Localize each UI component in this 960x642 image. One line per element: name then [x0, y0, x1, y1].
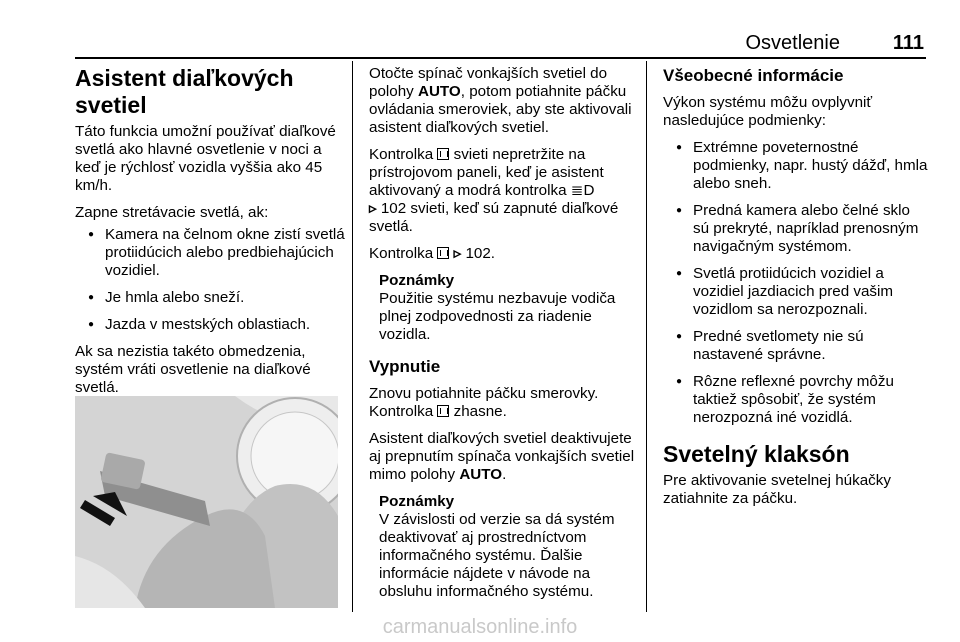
text-span: .: [502, 466, 507, 483]
page-reference-arrow-icon: ▹: [369, 200, 381, 217]
auto-label: AUTO: [459, 466, 503, 483]
list-item: ● Rôzne reflexné povrchy môžu taktiež spôsobiť, že systém nerozpozná iné vozidlá.: [663, 373, 928, 427]
high-beam-assist-icon: [437, 405, 449, 417]
note-box: [379, 493, 639, 601]
deactivation-paragraph: [369, 385, 639, 421]
subheading-deactivation: Vypnutie: [369, 357, 441, 376]
note-box: [379, 272, 639, 344]
general-intro: Výkon systému môžu ovplyvniť nasledujúce podmienky:: [663, 94, 873, 129]
flash-paragraph: Pre aktivovanie svetelnej húkačky zatiahnite za páčku.: [663, 472, 891, 507]
high-beam-assist-icon: [437, 148, 449, 160]
list-item: ● Kamera na čelnom okne zistí svetlá protiidúcich alebo predbiehajúcich vozidiel.: [75, 226, 345, 280]
section-heading: Asistent diaľkových svetiel: [75, 65, 294, 118]
text-span: svieti nepretržite na prístrojovom paneli, keď je asistent aktivovaný a modrá kontrolka: [369, 146, 604, 199]
list-item: ● Predné svetlomety nie sú nastavené správne.: [663, 328, 928, 364]
text-span: 102.: [465, 245, 496, 262]
column-2: [369, 65, 639, 610]
text-span: Asistent diaľkových svetiel deaktivujete aj prepnutím spínača vonkajších svetiel mimo polohy: [369, 430, 635, 483]
auto-label: AUTO: [417, 83, 461, 100]
list-item: ● Svetlá protiidúcich vozidiel a vozidiel jazdiacich pred vašim vozidlom sa nerozpoznali.: [663, 265, 928, 319]
note-text: V závislosti od verzie sa dá systém deaktivovať aj prostredníctvom informačného systému. Ďalšie informácie nájdete v návode na obsluhu informačného systému.: [379, 511, 615, 600]
text-span: Kontrolka: [369, 146, 438, 163]
indicator-reference-paragraph: [369, 245, 639, 263]
column-3: [663, 65, 928, 517]
conditions-list: [75, 226, 345, 334]
list-item: ● Predná kamera alebo čelné sklo sú prekryté, napríklad prenosným navigačným systémom.: [663, 202, 928, 256]
text-span: 102 svieti, keď sú zapnuté diaľkové svetlá.: [369, 200, 619, 235]
conditions-list: [663, 139, 928, 427]
subheading-general-info: Všeobecné informácie: [663, 66, 844, 85]
text-span: Znovu potiahnite páčku smerovky. Kontrolka: [369, 385, 599, 420]
text-span: zhasne.: [449, 403, 507, 420]
note-text: Použitie systému nezbavuje vodiča plnej zodpovednosti za riadenie vozidla.: [379, 290, 616, 343]
page-number: 111: [892, 32, 924, 54]
lever-illustration: [75, 396, 338, 608]
footer-watermark: carmanualsonline.info: [382, 616, 578, 638]
indicator-paragraph: [369, 146, 639, 236]
after-paragraph: Ak sa nezistia takéto obmedzenia, systém vráti osvetlenie na diaľkové svetlá.: [75, 343, 311, 396]
list-item: ● Je hmla alebo sneží.: [75, 289, 345, 307]
section-heading-flash: Svetelný klaksón: [663, 441, 850, 467]
deactivation-switch-paragraph: [369, 430, 639, 484]
column-divider: [352, 61, 353, 612]
section-title: Osvetlenie: [745, 32, 840, 54]
page-reference-arrow-icon: ▹: [453, 245, 466, 262]
page-header: [0, 30, 960, 56]
conditions-intro: Zapne stretávacie svetlá, ak:: [75, 204, 269, 221]
note-title: Poznámky: [379, 493, 455, 510]
column-1: [75, 65, 345, 435]
lever-illustration-graphic: [75, 396, 338, 608]
list-item: ● Extrémne poveternostné podmienky, napr. hustý dážď, hmla alebo sneh.: [663, 139, 928, 193]
intro-paragraph: Táto funkcia umožní používať diaľkové svetlá ako hlavné osvetlenie v noci a keď je rýchlosť vozidla vyššia ako 45 km/h.: [75, 123, 336, 194]
list-item: ● Jazda v mestských oblastiach.: [75, 316, 345, 334]
high-beam-icon: ≣D: [570, 182, 595, 199]
text-span: Otočte spínač vonkajších svetiel do polohy: [369, 65, 608, 100]
activation-paragraph: [369, 65, 639, 137]
text-span: Kontrolka: [369, 245, 438, 262]
note-title: Poznámky: [379, 272, 455, 289]
header-rule: [75, 57, 926, 59]
text-span: , potom potiahnite páčku ovládania smeroviek, aby ste aktivovali asistent diaľkových svetiel.: [369, 83, 632, 136]
column-divider: [646, 61, 647, 612]
high-beam-assist-icon: [437, 247, 449, 259]
